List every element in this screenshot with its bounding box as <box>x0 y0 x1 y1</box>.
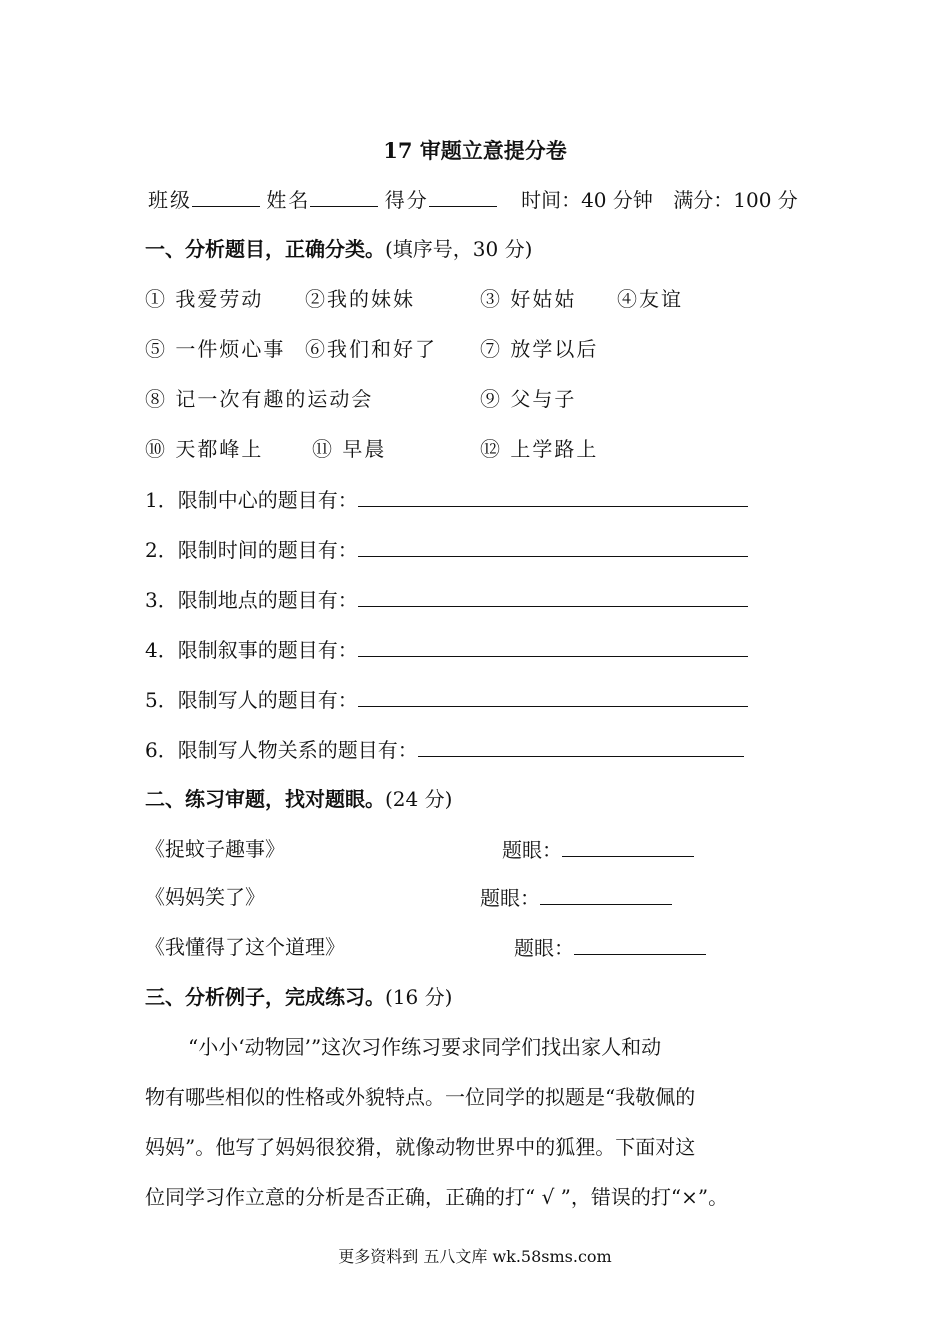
essay-title: 《我懂得了这个道理》 <box>145 935 345 959</box>
question-row <box>145 536 748 563</box>
question-label: 4．限制叙事的题目有： <box>145 638 358 662</box>
eye-row <box>480 884 672 911</box>
answer-blank[interactable] <box>418 736 744 757</box>
score-label: 得分 <box>384 188 429 212</box>
question-label: 1．限制中心的题目有： <box>145 488 358 512</box>
question-row <box>145 686 748 713</box>
list-item: ③ 好姑姑 <box>480 287 577 311</box>
question-row <box>145 486 748 513</box>
list-item: ⑫ 上学路上 <box>480 437 599 461</box>
list-item: ④友谊 <box>617 287 683 311</box>
paragraph-line: 物有哪些相似的性格或外貌特点。一位同学的拟题是“我敬佩的 <box>145 1085 696 1109</box>
answer-blank[interactable] <box>358 586 748 607</box>
list-item: ⑨ 父与子 <box>480 387 577 411</box>
paragraph-line: 位同学习作立意的分析是否正确，正确的打“ √ ”，错误的打“×”。 <box>145 1185 729 1209</box>
eye-row <box>502 836 694 863</box>
list-item: ⑦ 放学以后 <box>480 337 599 361</box>
section3-heading: 三、分析例子，完成练习。(16 分) <box>145 985 453 1009</box>
name-label: 姓名 <box>266 188 311 212</box>
paragraph-line: “小小‘动物园’”这次习作练习要求同学们找出家人和动 <box>188 1035 662 1059</box>
question-row <box>145 636 748 663</box>
paragraph-line: 妈妈”。他写了妈妈很狡猾，就像动物世界中的狐狸。下面对这 <box>145 1135 696 1159</box>
list-item: ⑧ 记一次有趣的运动会 <box>145 387 374 411</box>
page-title: 17 审题立意提分卷 <box>383 138 567 163</box>
question-row <box>145 736 744 763</box>
list-item: ① 我爱劳动 <box>145 287 264 311</box>
section1-heading: 一、分析题目，正确分类。(填序号，30 分) <box>145 237 533 261</box>
section2-heading: 二、练习审题，找对题眼。(24 分) <box>145 787 453 811</box>
eye-blank[interactable] <box>540 884 672 905</box>
question-label: 6．限制写人物关系的题目有： <box>145 738 418 762</box>
question-label: 3．限制地点的题目有： <box>145 588 358 612</box>
time-info: 时间：40 分钟 <box>521 188 653 212</box>
question-label: 2．限制时间的题目有： <box>145 538 358 562</box>
essay-title: 《捉蚊子趣事》 <box>145 837 285 861</box>
name-blank[interactable] <box>310 186 378 207</box>
eye-label: 题眼： <box>480 886 540 910</box>
score-blank[interactable] <box>429 186 497 207</box>
eye-label: 题眼： <box>502 838 562 862</box>
eye-blank[interactable] <box>562 836 694 857</box>
list-item: ⑪ 早晨 <box>312 437 387 461</box>
list-item: ⑤ 一件烦心事 <box>145 337 286 361</box>
eye-blank[interactable] <box>574 934 706 955</box>
full-score-info: 满分：100 分 <box>673 188 798 212</box>
answer-blank[interactable] <box>358 686 748 707</box>
class-label: 班级 <box>148 188 192 212</box>
question-label: 5．限制写人的题目有： <box>145 688 358 712</box>
header-info-row <box>148 186 798 213</box>
answer-blank[interactable] <box>358 536 748 557</box>
eye-label: 题眼： <box>514 936 574 960</box>
answer-blank[interactable] <box>358 636 748 657</box>
question-row <box>145 586 748 613</box>
class-blank[interactable] <box>192 186 260 207</box>
eye-row <box>514 934 706 961</box>
footer-text: 更多资料到 五八文库 wk.58sms.com <box>338 1247 612 1266</box>
list-item: ⑥我们和好了 <box>305 337 437 361</box>
list-item: ②我的妹妹 <box>305 287 415 311</box>
list-item: ⑩ 天都峰上 <box>145 437 264 461</box>
answer-blank[interactable] <box>358 486 748 507</box>
essay-title: 《妈妈笑了》 <box>145 885 265 909</box>
